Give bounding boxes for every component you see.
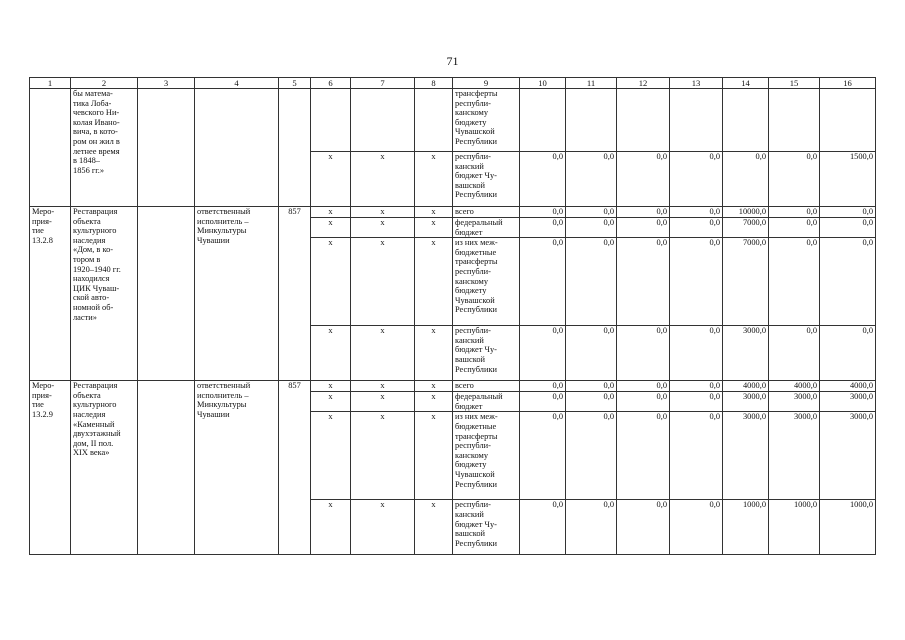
value-cell: 3000,0 <box>769 412 820 500</box>
code-col8-cell: х <box>415 218 453 238</box>
value-cell: 1000,0 <box>820 500 876 555</box>
code-col7-cell: х <box>351 218 415 238</box>
code-col6-cell: х <box>311 412 351 500</box>
value-cell <box>723 89 769 152</box>
code-col8-cell: х <box>415 207 453 218</box>
code-col6-cell: х <box>311 392 351 412</box>
value-cell: 0,0 <box>617 207 670 218</box>
value-cell: 1000,0 <box>769 500 820 555</box>
code-col8-cell: х <box>415 326 453 381</box>
code-col7-cell: х <box>351 500 415 555</box>
value-cell: 1500,0 <box>820 152 876 207</box>
value-cell: 0,0 <box>617 218 670 238</box>
code-col7-cell: х <box>351 381 415 392</box>
column-header: 10 <box>520 78 566 89</box>
funding-source-cell: всего <box>453 207 520 218</box>
column-header: 3 <box>138 78 195 89</box>
value-cell: 10000,0 <box>723 207 769 218</box>
executor-cell: ответственный исполнитель – Минкультуры Чувашии <box>195 207 279 381</box>
value-cell: 0,0 <box>617 392 670 412</box>
value-cell: 1000,0 <box>723 500 769 555</box>
code-col8-cell: х <box>415 381 453 392</box>
column-header: 14 <box>723 78 769 89</box>
code-col7-cell: х <box>351 412 415 500</box>
value-cell: 3000,0 <box>723 412 769 500</box>
value-cell <box>617 89 670 152</box>
code-cell: 857 <box>279 381 311 555</box>
value-cell: 3000,0 <box>769 392 820 412</box>
value-cell: 0,0 <box>520 152 566 207</box>
value-cell: 0,0 <box>670 207 723 218</box>
funding-source-cell: из них меж- бюджетные трансферты республи- канскому бюджету Чувашской Республики <box>453 238 520 326</box>
value-cell: 0,0 <box>723 152 769 207</box>
empty-cell <box>138 207 195 381</box>
value-cell: 0,0 <box>566 207 617 218</box>
value-cell <box>670 89 723 152</box>
column-header: 5 <box>279 78 311 89</box>
column-header: 8 <box>415 78 453 89</box>
code-col7-cell: х <box>351 238 415 326</box>
value-cell: 0,0 <box>820 218 876 238</box>
empty-cell <box>138 381 195 555</box>
code-col6-cell: х <box>311 500 351 555</box>
program-table <box>29 77 876 555</box>
value-cell <box>566 89 617 152</box>
code-cell: 857 <box>279 207 311 381</box>
empty-cell <box>415 89 453 152</box>
value-cell: 0,0 <box>820 238 876 326</box>
value-cell: 0,0 <box>520 381 566 392</box>
table-row <box>30 207 876 218</box>
value-cell: 0,0 <box>566 238 617 326</box>
value-cell: 7000,0 <box>723 218 769 238</box>
funding-source-cell: республи- канский бюджет Чу- вашской Республики <box>453 326 520 381</box>
value-cell: 0,0 <box>520 218 566 238</box>
value-cell: 0,0 <box>670 238 723 326</box>
column-header: 11 <box>566 78 617 89</box>
value-cell: 0,0 <box>670 500 723 555</box>
value-cell <box>769 89 820 152</box>
code-col8-cell: х <box>415 152 453 207</box>
value-cell: 0,0 <box>769 238 820 326</box>
header-row <box>30 78 876 89</box>
funding-source-cell: всего <box>453 381 520 392</box>
empty-cell <box>351 89 415 152</box>
value-cell <box>520 89 566 152</box>
code-col8-cell: х <box>415 392 453 412</box>
value-cell: 0,0 <box>617 381 670 392</box>
value-cell: 0,0 <box>820 326 876 381</box>
code-col8-cell: х <box>415 238 453 326</box>
code-col6-cell: х <box>311 326 351 381</box>
column-header: 12 <box>617 78 670 89</box>
value-cell: 0,0 <box>769 152 820 207</box>
value-cell: 0,0 <box>520 500 566 555</box>
value-cell: 0,0 <box>617 326 670 381</box>
value-cell: 0,0 <box>820 207 876 218</box>
measure-label-cell <box>30 89 71 207</box>
column-header: 7 <box>351 78 415 89</box>
object-name-cell: Реставрация объекта культурного наследия «Дом, в ко- тором в 1920–1940 гг. находился ЦИК Чуваш- ской авто- номной об- ласти» <box>71 207 138 381</box>
measure-label-cell: Меро- прия- тие 13.2.8 <box>30 207 71 381</box>
column-header: 6 <box>311 78 351 89</box>
column-header: 13 <box>670 78 723 89</box>
value-cell: 4000,0 <box>820 381 876 392</box>
table-row <box>30 89 876 152</box>
value-cell: 0,0 <box>670 412 723 500</box>
code-col7-cell: х <box>351 207 415 218</box>
value-cell: 0,0 <box>617 152 670 207</box>
value-cell <box>820 89 876 152</box>
funding-source-cell: республи- канский бюджет Чу- вашской Республики <box>453 500 520 555</box>
code-cell <box>279 89 311 207</box>
executor-cell: ответственный исполнитель – Минкультуры Чувашии <box>195 381 279 555</box>
value-cell: 0,0 <box>617 500 670 555</box>
value-cell: 0,0 <box>566 152 617 207</box>
column-header: 4 <box>195 78 279 89</box>
code-col6-cell: х <box>311 218 351 238</box>
page-number: 71 <box>446 54 459 68</box>
column-header: 16 <box>820 78 876 89</box>
funding-source-cell: федеральный бюджет <box>453 218 520 238</box>
value-cell: 0,0 <box>520 326 566 381</box>
object-name-cell: Реставрация объекта культурного наследия «Каменный двухэтажный дом, II пол. XIX века» <box>71 381 138 555</box>
funding-source-cell: республи- канский бюджет Чу- вашской Республики <box>453 152 520 207</box>
value-cell: 0,0 <box>617 238 670 326</box>
funding-source-cell: федеральный бюджет <box>453 392 520 412</box>
value-cell: 0,0 <box>670 152 723 207</box>
value-cell: 7000,0 <box>723 238 769 326</box>
table-row <box>30 381 876 392</box>
value-cell: 3000,0 <box>723 392 769 412</box>
value-cell: 0,0 <box>670 392 723 412</box>
executor-cell <box>195 89 279 207</box>
column-header: 9 <box>453 78 520 89</box>
value-cell: 0,0 <box>670 218 723 238</box>
value-cell: 0,0 <box>520 207 566 218</box>
value-cell: 4000,0 <box>723 381 769 392</box>
measure-label-cell: Меро- прия- тие 13.2.9 <box>30 381 71 555</box>
value-cell: 0,0 <box>769 218 820 238</box>
value-cell: 0,0 <box>670 381 723 392</box>
code-col6-cell: х <box>311 152 351 207</box>
value-cell: 0,0 <box>566 381 617 392</box>
value-cell: 0,0 <box>769 326 820 381</box>
column-header: 2 <box>71 78 138 89</box>
code-col6-cell: х <box>311 207 351 218</box>
code-col7-cell: х <box>351 326 415 381</box>
value-cell: 0,0 <box>520 412 566 500</box>
code-col8-cell: х <box>415 412 453 500</box>
value-cell: 0,0 <box>566 500 617 555</box>
code-col6-cell: х <box>311 381 351 392</box>
value-cell: 0,0 <box>520 392 566 412</box>
value-cell: 3000,0 <box>820 412 876 500</box>
value-cell: 0,0 <box>617 412 670 500</box>
empty-cell <box>138 89 195 207</box>
value-cell: 0,0 <box>566 218 617 238</box>
code-col7-cell: х <box>351 392 415 412</box>
value-cell: 3000,0 <box>820 392 876 412</box>
value-cell: 0,0 <box>566 412 617 500</box>
code-col8-cell: х <box>415 500 453 555</box>
value-cell: 3000,0 <box>723 326 769 381</box>
value-cell: 0,0 <box>769 207 820 218</box>
column-header: 15 <box>769 78 820 89</box>
funding-source-cell: из них меж- бюджетные трансферты республи- канскому бюджету Чувашской Республики <box>453 412 520 500</box>
code-col7-cell: х <box>351 152 415 207</box>
value-cell: 0,0 <box>520 238 566 326</box>
object-name-cell: бы матема- тика Лоба- чевского Ни- колая Ивано- вича, в кото- ром он жил в летнее время в 1848– 1856 гг.» <box>71 89 138 207</box>
code-col6-cell: х <box>311 238 351 326</box>
value-cell: 0,0 <box>670 326 723 381</box>
empty-cell <box>311 89 351 152</box>
value-cell: 0,0 <box>566 392 617 412</box>
value-cell: 0,0 <box>566 326 617 381</box>
value-cell: 4000,0 <box>769 381 820 392</box>
funding-source-cell: трансферты республи- канскому бюджету Чувашской Республики <box>453 89 520 152</box>
column-header: 1 <box>30 78 71 89</box>
